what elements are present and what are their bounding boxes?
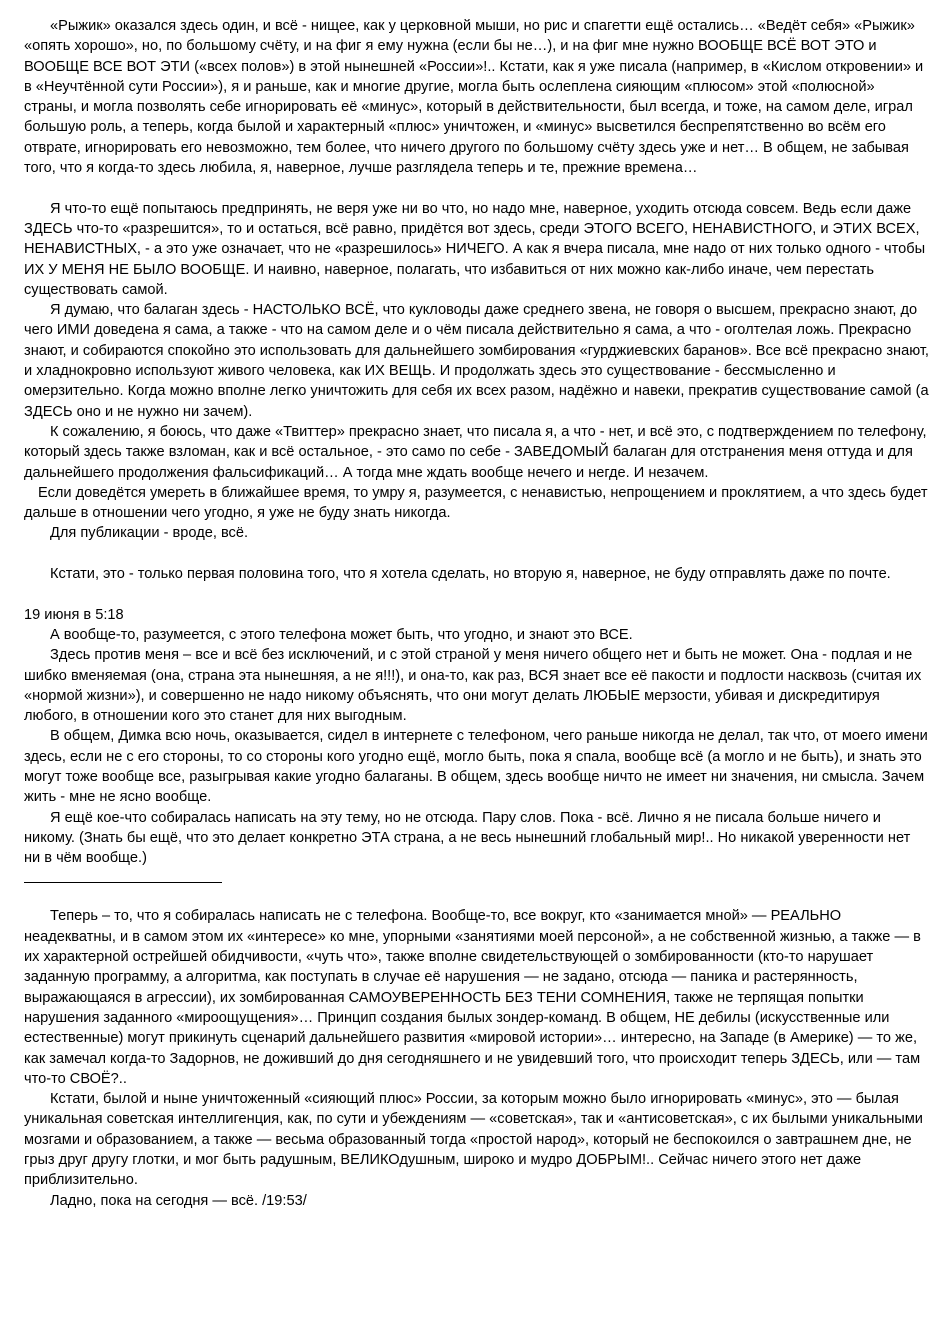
paragraph-first-half: Кстати, это - только первая половина того, что я хотела сделать, но вторую я, наверное, не буду отправлять даже по почте. bbox=[50, 566, 891, 583]
paragraph-gap bbox=[24, 584, 930, 604]
paragraph-few-words: Я ещё кое-что собиралась написать на эту тему, но не отсюда. Пару слов. Пока - всё. Лично я не писала больше ничего и никому. (Знать бы ещё, что это делает конкретно ЭТА страна, а не весь нынешний глобальный мир!.. Но никакой уверенности нет ни в чём вообще.) bbox=[24, 809, 911, 867]
date-heading: 19 июня в 5:18 bbox=[24, 606, 124, 623]
paragraph-ryzhik: «Рыжик» оказался здесь один, и всё - нищее, как у церковной мыши, но рис и спагетти ещё остались… «Ведёт себя» «Рыжик» «опять хорошо», но, по большому счёту, и на фиг я ему нужна (если бы не…), и на фиг мне нужно ВООБЩЕ ВСЁ ВОТ ЭТО и ВООБЩЕ ВСЕ ВОТ ЭТИ («всех полов») в этой нынешней «России»!.. Кстати, как я уже писала (например, в «Кислом откровении» и в «Неучтённой сути России»), я и раньше, как и многие другие, могла быть ослеплена сияющим «плюсом» этой «полюсной» страны, и могла позволять себе игнорировать её «минус», который в действительности, был всегда, и тоже, на самом деле, играл большую роль, а теперь, когда былой и характерный «плюс» уничтожен, и «минус» высветился беспрепятственно во всём его отврате, игнорировать его невозможно, тем более, что ничего другого по большому счёту здесь уже и нет… В общем, не забывая того, что я когда-то здесь любила, я, наверное, лучше разглядела теперь и те, прежние времена… bbox=[24, 18, 924, 177]
paragraph-publication: Для публикации - вроде, всё. bbox=[50, 525, 249, 542]
paragraph-closing: Ладно, пока на сегодня — всё. /19:53/ bbox=[50, 1192, 307, 1209]
paragraph-leave: Я что-то ещё попытаюсь предпринять, не веря уже ни во что, но надо мне, наверное, уходить отсюда совсем. Ведь если даже ЗДЕСЬ что-то «разрешится», то и остаться, всё равно, придётся вот здесь, среди ЭТОГО ВСЕГО, НЕНАВИСТНОГО, и ЭТИХ ВСЕХ, НЕНАВИСТНЫХ, - а это уже означает, что не «разрешилось» НИЧЕГО. А как я вчера писала, мне надо от них только одного - чтобы ИХ У МЕНЯ НЕ БЫЛО ВООБЩЕ. И наивно, наверное, полагать, что избавиться от них можно как-либо иначе, чем перестать существовать самой. bbox=[24, 200, 926, 298]
paragraph-gap bbox=[24, 178, 930, 198]
paragraph-shining-plus: Кстати, былой и ныне уничтоженный «сияющий плюс» России, за которым можно было игнорировать «минус», это — былая уникальная советская интеллигенция, как, по сути и убеждениям — «советская», так и «антисоветская», с их былыми уникальными мозгами и образованием, а также — весьма образованный тогда «простой народ», который не беспокоился о завтрашнем дне, не грыз друг другу глотки, и мог быть радушным, ВЕЛИКОдушным, широко и мудро ДОБРЫМ!.. Сейчас ничего этого нет даже приблизительно. bbox=[24, 1091, 923, 1189]
paragraph-die: Если доведётся умереть в ближайшее время, то умру я, разумеется, с ненавистью, непрощением и проклятием, а что здесь будет дальше в отношении чего угодно, я уже не буду знать никогда. bbox=[24, 484, 928, 522]
document-page bbox=[24, 16, 930, 1211]
paragraph-gap bbox=[24, 544, 930, 564]
paragraph-gap bbox=[24, 883, 930, 906]
paragraph-phone: А вообще-то, разумеется, с этого телефона может быть, что угодно, и знают это ВСЕ. bbox=[50, 626, 633, 643]
paragraph-twitter: К сожалению, я боюсь, что даже «Твиттер» прекрасно знает, что писала я, а что - нет, и всё это, с подтверждением по телефону, который здесь также взломан, как и всё остальное, - это само по себе - ЗАВЕДОМЫЙ балаган для отстранения меня оттуда и для дальнейшего продолжения фальсификаций… А тогда мне ждать вообще нечего и негде. И незачем. bbox=[24, 423, 927, 481]
paragraph-now: Теперь – то, что я собиралась написать не с телефона. Вообще-то, все вокруг, кто «занимается мной» — РЕАЛЬНО неадекватны, и в самом этом их «интересе» ко мне, упорными «занятиями моей персоной», а не собственной жизнью, а также — в их характерной острейшей обидчивости, «чуть что», также вполне свидетельствующей о зомбированности (кто-то нарушает заданную программу, а алгоритма, как поступать в случае её нарушения — не задано, отсюда — паника и растерянность, выражающаяся в агрессии), их зомбированная САМОУВЕРЕННОСТЬ БЕЗ ТЕНИ СОМНЕНИЯ, также не терпящая попытки нарушения заданного «мироощущения»… Принцип создания былых зондер-команд. В общем, НЕ дебилы (искусственные или естественные) могут прикинуть сценарий дальнейшего развития «мировой истории»… интересно, на Западе (в Америке) — то же, как замечал когда-то Задорнов, не доживший до дня сегодняшнего и не увидевший того, что происходит теперь ЗДЕСЬ, или — там что-то СВОЁ?.. bbox=[24, 908, 921, 1087]
paragraph-balagan: Я думаю, что балаган здесь - НАСТОЛЬКО ВСЁ, что кукловоды даже среднего звена, не говоря о высшем, прекрасно знают, до чего ИМИ доведена я сама, а также - что на самом деле и о чём писала действительно я сама, а что - оголтелая ложь. Прекрасно знают, и собираются спокойно это использовать для дальнейшего зомбирования «гурджиевских баранов». Все всё прекрасно знают, и хладнокровно используют живого человека, как ИХ ВЕЩЬ. И продолжать здесь это существование - бессмысленно и омерзительно. Когда можно вполне легко уничтожить для себя их всех разом, надёжно и навеки, прекратив существование самой (а ЗДЕСЬ оно и не нужно ни зачем). bbox=[24, 302, 929, 420]
paragraph-against-me: Здесь против меня – все и всё без исключений, и с этой страной у меня ничего общего нет и быть не может. Она - подлая и не шибко вменяемая (она, страна эта нынешняя, а не я!!!), и она-то, как раз, ВСЯ знает все её пакости и подлости насквозь (считая их «нормой жизни»), и совершенно не надо никому объяснять, что они могут делать ЛЮБЫЕ мерзости, убивая и дискредитируя любого, в отношении кого это станет для них выгодным. bbox=[24, 647, 922, 725]
paragraph-dimka: В общем, Димка всю ночь, оказывается, сидел в интернете с телефоном, чего раньше никогда не делал, так что, от моего имени здесь, если не с его стороны, то со стороны кого угодно ещё, могло быть, пока я спала, вообще всё (а могло и не быть), и знать это могут тоже вообще все, разыгрывая какие угодно балаганы. В общем, здесь вообще ничто не имеет ни значения, ни смысла. Зачем жить - мне не ясно вообще. bbox=[24, 728, 928, 806]
